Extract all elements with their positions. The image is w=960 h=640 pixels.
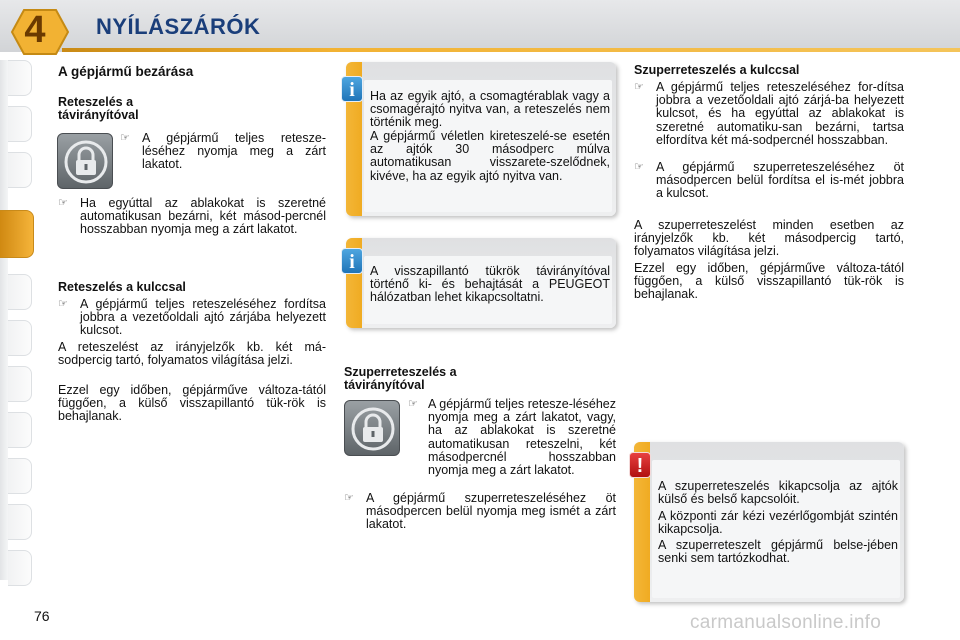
- info-box-2-para-1: A visszapillantó tükrök távirányítóval történő ki- és behajtását a PEUGEOT hálózatban lehet kikapcsoltatni.: [370, 264, 610, 305]
- warning-icon: !: [629, 452, 651, 478]
- side-tab-6[interactable]: [8, 320, 32, 356]
- key-lock-bullet-1: ☞ A gépjármű teljes reteszeléséhez fordítsa jobbra a vezetőoldali ajtó zárjába helyezett kulcsot.: [58, 297, 326, 338]
- warning-box: [634, 442, 904, 602]
- deadlock-key-bullet-2: ☞ A gépjármű szuperreteszeléséhez öt másodpercen belül fordítsa el is-mét jobbra a kulcsot.: [634, 160, 904, 201]
- key-lock-para-1: A reteszelést az irányjelzők kb. két má-sodpercig tartó, folyamatos világítása jelzi.: [58, 340, 326, 368]
- bullet-marker: ☞: [120, 132, 130, 144]
- bullet-marker: ☞: [634, 161, 644, 173]
- lock-button-icon: [57, 133, 113, 189]
- watermark: carmanualsonline.info: [690, 612, 882, 633]
- lock-button-icon: [344, 400, 400, 456]
- info-box-2: [346, 238, 616, 328]
- side-tab-5[interactable]: [8, 274, 32, 310]
- warning-box-para-2: A központi zár kézi vezérlőgombját szintén kikapcsolja.: [658, 509, 898, 537]
- side-tab-9[interactable]: [8, 458, 32, 494]
- key-lock-title: Reteszelés a kulccsal: [58, 280, 186, 294]
- header-underline: [62, 48, 960, 52]
- remote-lock-title-2: távirányítóval: [58, 108, 139, 122]
- side-tab-2[interactable]: [8, 106, 32, 142]
- bullet-marker: ☞: [58, 197, 68, 209]
- bullet-marker: ☞: [634, 81, 644, 93]
- warning-box-para-1: A szuperreteszelés kikapcsolja az ajtók külső és belső kapcsolóit.: [658, 479, 898, 507]
- deadlock-remote-bullet-2: ☞ A gépjármű szuperreteszeléséhez öt másodpercen belül nyomja meg ismét a zárt lakatot.: [344, 491, 616, 532]
- key-lock-para-2: Ezzel egy időben, gépjárműve változa-tától függően, a külső visszapillantó tük-rök is behajlanak.: [58, 383, 326, 424]
- side-tab-11[interactable]: [8, 550, 32, 586]
- info-box-1-para-1: Ha az egyik ajtó, a csomagtérablak vagy a csomagérajtó nyitva van, a reteszelés nem történik meg.: [370, 89, 610, 130]
- side-tab-10[interactable]: [8, 504, 32, 540]
- info-icon: i: [341, 248, 363, 274]
- side-tabs: [0, 60, 38, 580]
- deadlock-remote-title-2: távirányítóval: [344, 378, 425, 392]
- info-box-1: [346, 62, 616, 216]
- chapter-number: 4: [24, 9, 46, 51]
- chapter-title: NYÍLÁSZÁRÓK: [96, 14, 261, 39]
- deadlock-remote-title-1: Szuperreteszelés a: [344, 365, 457, 379]
- side-tab-7[interactable]: [8, 366, 32, 402]
- remote-lock-bullet-2: ☞ Ha egyúttal az ablakokat is szeretné automatikusan bezárni, két másod-percnél hosszabban nyomja meg a zárt lakatot.: [58, 196, 326, 237]
- side-tab-8[interactable]: [8, 412, 32, 448]
- info-icon: i: [341, 76, 363, 102]
- info-box-1-para-2: A gépjármű véletlen kireteszelé-se esetén az ajtók 30 másodperc múlva automatikusan visszarete-szelődnek, kivéve, ha az egyik ajtó nyitva van.: [370, 129, 610, 183]
- warning-box-para-3: A szuperreteszelt gépjármű belse-jében senki sem tartózkodhat.: [658, 538, 898, 566]
- bullet-marker: ☞: [344, 492, 354, 504]
- bullet-marker: ☞: [58, 298, 68, 310]
- remote-lock-bullet-1: ☞ A gépjármű teljes retesze-léséhez nyomja meg a zárt lakatot.: [120, 131, 326, 172]
- side-tab-3[interactable]: [8, 152, 32, 188]
- section-title: A gépjármű bezárása: [58, 64, 194, 79]
- page-number: 76: [34, 608, 50, 624]
- side-tab-active[interactable]: [0, 210, 34, 258]
- remote-lock-title-1: Reteszelés a: [58, 95, 134, 109]
- deadlock-remote-bullet-1: ☞ A gépjármű teljes retesze-léséhez nyomja meg a zárt lakatot, vagy, ha az ablakokat is szeretné automatikusan reteszelni, két másodpercnél hosszabban nyomja meg a zárt lakatot.: [408, 397, 616, 478]
- deadlock-key-para-2: Ezzel egy időben, gépjárműve változa-tától függően, a külső visszapillantó tük-rök is behajlanak.: [634, 261, 904, 302]
- deadlock-key-bullet-1: ☞ A gépjármű teljes reteszeléséhez for-dítsa jobbra a vezetőoldali ajtó zárjá-ba helyezett kulcsot, és ha egyúttal az ablakokat is szeretné automatiku-san bezárni, tartsa elfordítva két má-sodpercnél hosszabban.: [634, 80, 904, 147]
- deadlock-key-para-1: A szuperreteszelést minden esetben az irányjelzők kb. két másodpercig tartó, folyamatos világítása jelzi.: [634, 218, 904, 259]
- side-tab-1[interactable]: [8, 60, 32, 96]
- deadlock-key-title: Szuperreteszelés a kulccsal: [634, 63, 800, 77]
- bullet-marker: ☞: [408, 398, 418, 410]
